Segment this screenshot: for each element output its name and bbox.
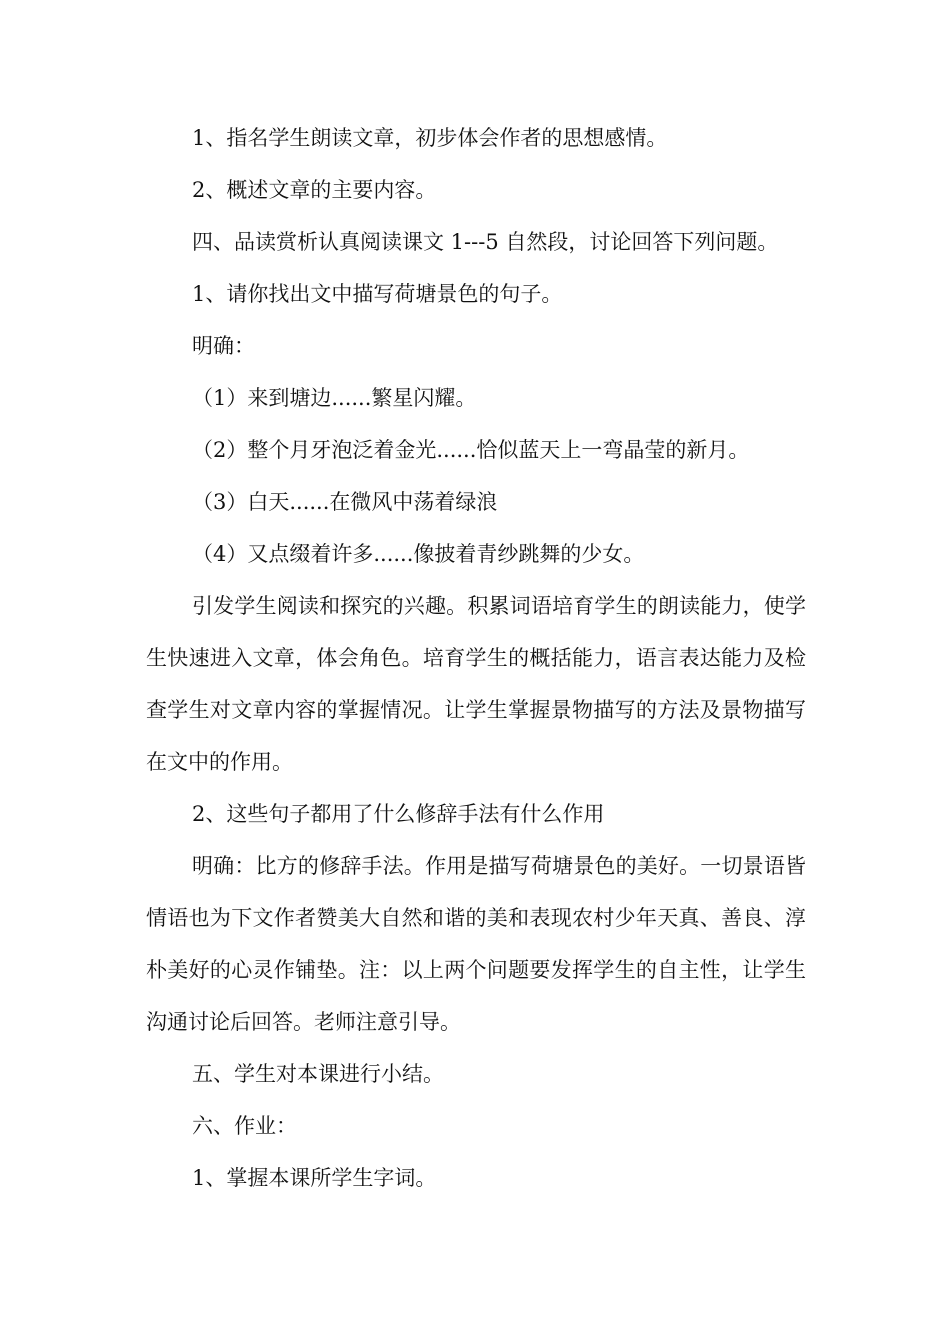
quote-1: （1）来到塘边......繁星闪耀。	[192, 386, 477, 410]
quote-4: （4）又点缀着许多......像披着青纱跳舞的少女。	[192, 542, 645, 566]
paragraph-purpose: 引发学生阅读和探究的兴趣。积累词语培育学生的朗读能力，使学生快速进入文章，体会角色。培育学生的概括能力，语言表达能力及检查学生对文章内容的掌握情况。让学生掌握景物描写的方法及景物描写在文中的作用。	[146, 594, 806, 774]
quote-3: （3）白天......在微风中荡着绿浪	[192, 490, 498, 514]
paragraph-read-aloud: 1、指名学生朗读文章，初步体会作者的思想感情。	[192, 126, 668, 150]
question-1: 1、请你找出文中描写荷塘景色的句子。	[192, 282, 563, 306]
quote-2: （2）整个月牙泡泛着金光......恰似蓝天上一弯晶莹的新月。	[192, 438, 750, 462]
document-body	[146, 112, 806, 1204]
homework-item-1: 1、掌握本课所学生字词。	[192, 1166, 437, 1190]
section-heading-5: 五、学生对本课进行小结。	[192, 1062, 444, 1086]
answer-label: 明确：	[192, 334, 255, 358]
answer-2: 明确：比方的修辞手法。作用是描写荷塘景色的美好。一切景语皆情语也为下文作者赞美大自然和谐的美和表现农村少年天真、善良、淳朴美好的心灵作铺垫。注：以上两个问题要发挥学生的自主性，让学生沟通讨论后回答。老师注意引导。	[146, 854, 806, 1034]
section-heading-4: 四、品读赏析认真阅读课文 1---5 自然段，讨论回答下列问题。	[192, 230, 779, 254]
section-heading-6: 六、作业：	[192, 1114, 297, 1138]
question-2: 2、这些句子都用了什么修辞手法有什么作用	[192, 802, 605, 826]
paragraph-summarize: 2、概述文章的主要内容。	[192, 178, 437, 202]
